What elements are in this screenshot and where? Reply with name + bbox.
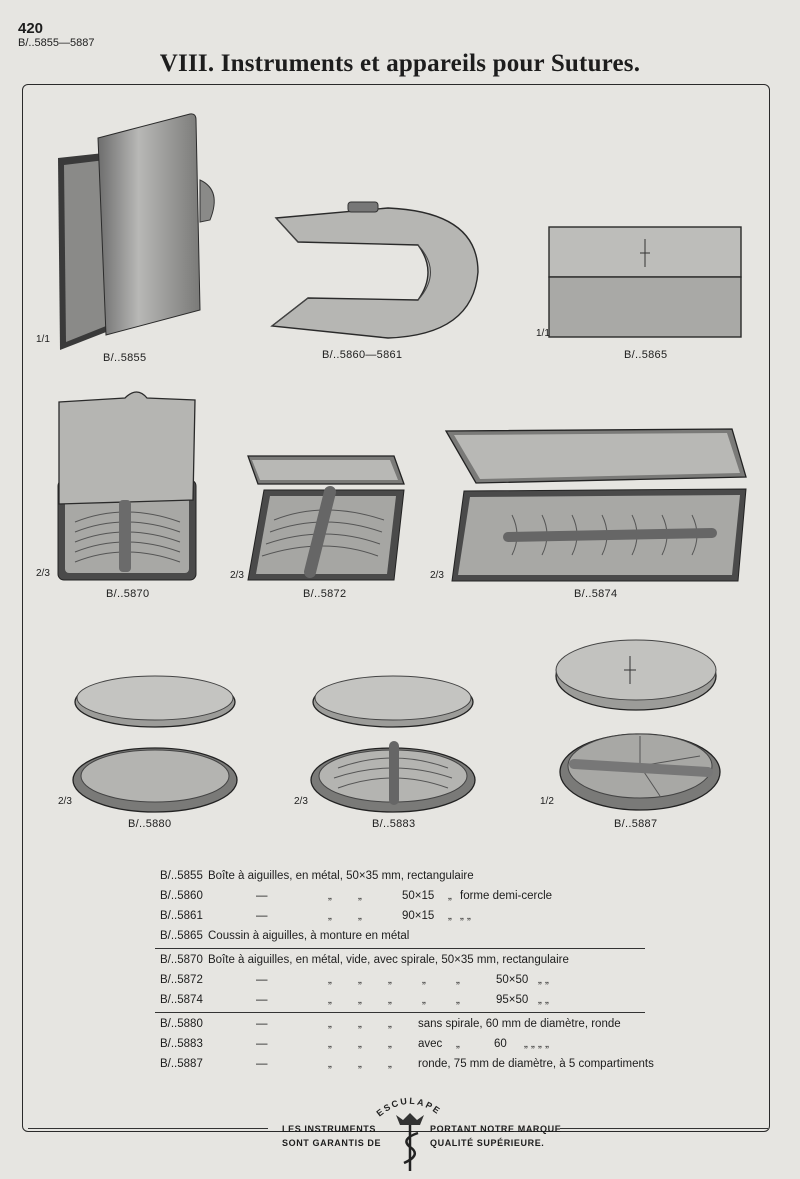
square-spiral-needle-box-icon	[244, 450, 409, 585]
table-cell: „	[328, 974, 332, 986]
table-cell: „	[358, 910, 362, 922]
table-cell: —	[256, 974, 268, 986]
table-divider	[155, 948, 645, 949]
footer-right-line1: PORTANT NOTRE MARQUE	[430, 1124, 562, 1134]
catalog-ref: B/..5872	[160, 974, 203, 986]
figure-label-5865: B/..5865	[624, 349, 668, 361]
table-cell: —	[256, 910, 268, 922]
table-cell: „ „	[538, 994, 549, 1006]
catalog-ref: B/..5880	[160, 1018, 203, 1030]
table-cell: „	[422, 994, 426, 1006]
table-cell: „	[358, 974, 362, 986]
table-cell: 50×50	[496, 974, 529, 986]
catalog-range: B/..5855—5887	[18, 37, 95, 49]
table-cell: „	[328, 1058, 332, 1070]
scale-5883: 2/3	[294, 796, 308, 807]
figure-label-5874: B/..5874	[574, 588, 618, 600]
footer-right-line2: QUALITÉ SUPÉRIEURE.	[430, 1138, 545, 1148]
brand-name: ESCULAPE	[374, 1095, 444, 1119]
figure-label-5860-5861: B/..5860—5861	[322, 349, 403, 361]
table-cell: —	[256, 994, 268, 1006]
catalog-ref: B/..5883	[160, 1038, 203, 1050]
long-spiral-needle-box-icon	[442, 425, 752, 585]
scale-5887: 1/2	[540, 796, 554, 807]
footer-rule-right	[560, 1128, 768, 1129]
table-cell: 95×50	[496, 994, 529, 1006]
table-cell: Coussin à aiguilles, à monture en métal	[208, 930, 410, 942]
table-cell: —	[256, 1038, 268, 1050]
scale-5872: 2/3	[230, 570, 244, 581]
table-cell: sans spirale, 60 mm de diamètre, ronde	[418, 1018, 621, 1030]
scale-5870: 2/3	[36, 568, 50, 579]
table-cell: Boîte à aiguilles, en métal, vide, avec spirale, 50×35 mm, rectangulaire	[208, 954, 569, 966]
table-cell: —	[256, 1018, 268, 1030]
catalog-ref: B/..5855	[160, 870, 203, 882]
table-cell: „	[328, 994, 332, 1006]
figure-label-5880: B/..5880	[128, 818, 172, 830]
scale-5865: 1/1	[536, 328, 550, 339]
table-cell: „	[456, 1038, 460, 1050]
figure-label-5887: B/..5887	[614, 818, 658, 830]
catalog-ref: B/..5874	[160, 994, 203, 1006]
table-cell: „	[358, 994, 362, 1006]
figure-label-5870: B/..5870	[106, 588, 150, 600]
figure-label-5855: B/..5855	[103, 352, 147, 364]
table-cell: forme demi-cercle	[460, 890, 553, 902]
table-cell: „	[456, 974, 460, 986]
table-cell: „	[448, 890, 452, 902]
table-cell: „	[388, 1018, 392, 1030]
table-cell: „ „	[460, 910, 471, 922]
table-cell: „	[388, 974, 392, 986]
table-cell: „	[328, 890, 332, 902]
table-cell: 60	[494, 1038, 507, 1050]
round-spiral-needle-box-icon	[308, 672, 478, 817]
round-needle-box-icon	[70, 672, 240, 817]
table-cell: 90×15	[402, 910, 435, 922]
footer-rule-left	[28, 1128, 268, 1129]
table-cell: „	[328, 1038, 332, 1050]
catalog-ref: B/..5887	[160, 1058, 203, 1070]
table-cell: „	[358, 1038, 362, 1050]
footer-left-line2: SONT GARANTIS DE	[282, 1138, 382, 1148]
table-cell: „	[448, 910, 452, 922]
table-cell: „ „ „ „	[524, 1038, 549, 1050]
table-divider	[155, 1012, 645, 1013]
page-number: 420	[18, 20, 44, 37]
table-cell: „	[388, 1038, 392, 1050]
table-cell: „	[358, 1018, 362, 1030]
table-cell: „	[358, 1058, 362, 1070]
table-cell: 50×15	[402, 890, 435, 902]
figure-label-5883: B/..5883	[372, 818, 416, 830]
table-cell: avec	[418, 1038, 443, 1050]
catalog-ref: B/..5861	[160, 910, 203, 922]
page-title: VIII. Instruments et appareils pour Sutures.	[159, 50, 641, 77]
table-cell: „	[388, 994, 392, 1006]
compartment-needle-box-icon	[550, 632, 725, 817]
table-cell: „	[388, 1058, 392, 1070]
catalog-ref: B/..5865	[160, 930, 203, 942]
needle-cushion-icon	[545, 223, 745, 343]
footer-left-line1: LES INSTRUMENTS	[282, 1124, 377, 1134]
spiral-needle-box-icon	[55, 392, 200, 584]
semicircle-needle-box-icon	[268, 200, 483, 345]
table-cell: —	[256, 1058, 268, 1070]
table-cell: „	[422, 974, 426, 986]
catalog-ref: B/..5860	[160, 890, 203, 902]
table-cell: Boîte à aiguilles, en métal, 50×35 mm, rectangulaire	[208, 870, 474, 882]
table-cell: „	[328, 1018, 332, 1030]
catalog-ref: B/..5870	[160, 954, 203, 966]
rectangular-needle-box-icon	[50, 110, 220, 355]
table-cell: —	[256, 890, 268, 902]
scale-5874: 2/3	[430, 570, 444, 581]
table-cell: „ „	[538, 974, 549, 986]
table-cell: „	[456, 994, 460, 1006]
table-cell: ronde, 75 mm de diamètre, à 5 compartiments	[418, 1058, 654, 1070]
scale-5855: 1/1	[36, 334, 50, 345]
scale-5880: 2/3	[58, 796, 72, 807]
table-cell: „	[328, 910, 332, 922]
table-cell: „	[358, 890, 362, 902]
figure-label-5872: B/..5872	[303, 588, 347, 600]
